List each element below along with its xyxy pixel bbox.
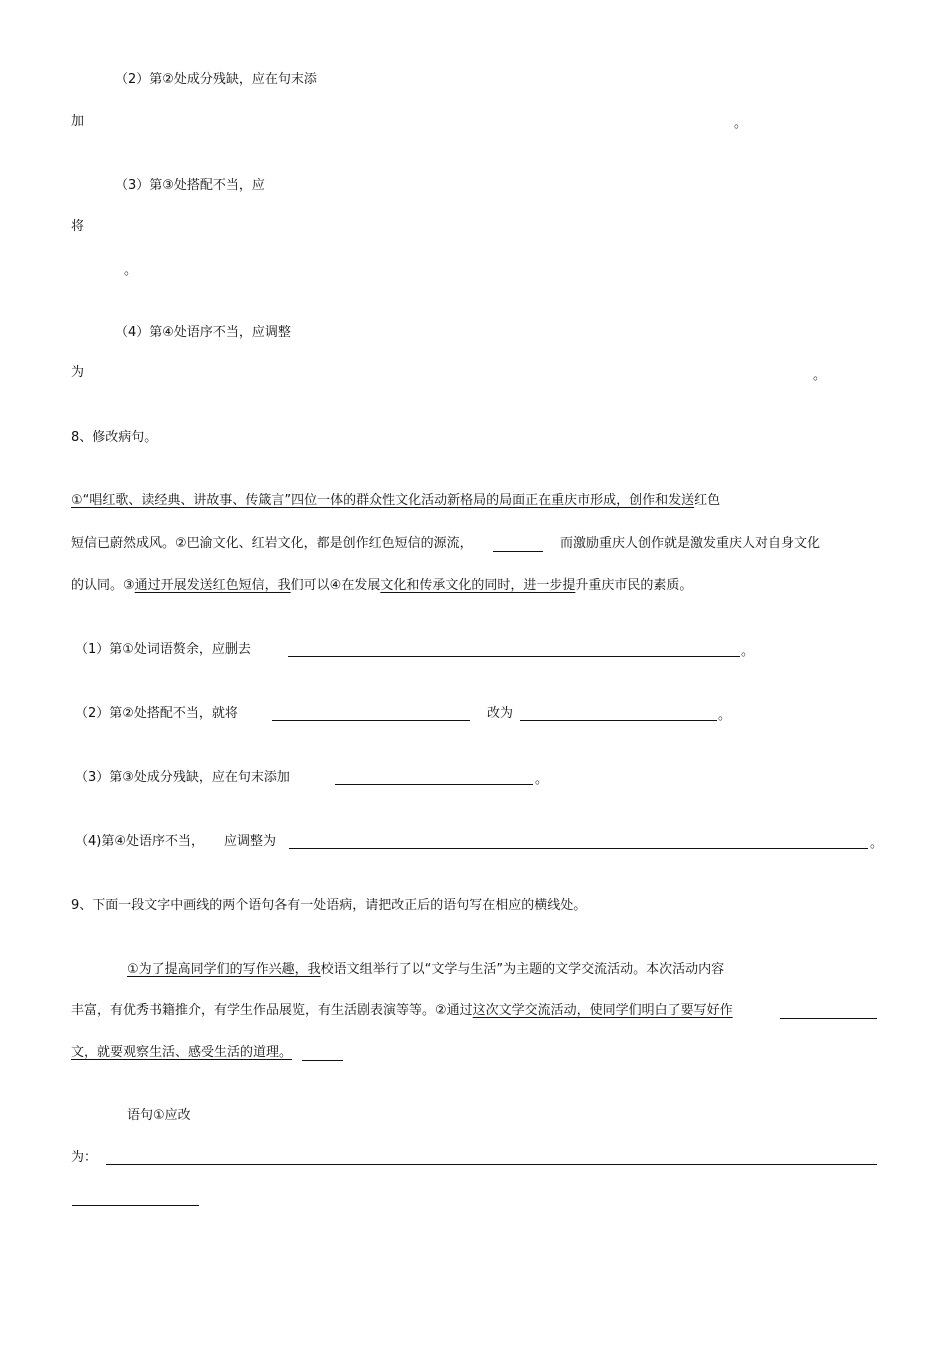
- q8-item2-end: 。: [718, 708, 732, 723]
- q9-passage-text: 丰富，有优秀书籍推介，有学生作品展览，有生活剧表演等等。②通过: [71, 1003, 473, 1018]
- q8-item1-answer-line[interactable]: [288, 656, 740, 657]
- q9-sentence2-underlined: 这次文学交流活动，使同学们明白了要写好作: [472, 1003, 733, 1018]
- q9-passage-line2: [71, 1003, 733, 1019]
- q9-answer-cont: 为：: [71, 1150, 98, 1165]
- q9-answer-line-1[interactable]: [106, 1164, 877, 1165]
- q8-sentence1-underlined: ①“唱红歌、读经典、讲故事、传箴言”四位一体的群众性文化活动新格局的局面正在重庆市形成，创作和发送: [71, 493, 695, 508]
- q8-item3-end: 。: [535, 772, 549, 787]
- q8-item3-text: （3）第③处成分残缺，应在句末添加: [75, 770, 290, 785]
- q9-sentence1-underlined: ①为了提高同学们的写作兴趣，我: [127, 962, 321, 977]
- q8-item4-answer-line[interactable]: [289, 848, 868, 849]
- q8-item2-answer-line-1[interactable]: [272, 720, 470, 721]
- q7-item3-cont: 将: [71, 219, 85, 234]
- q8-item4-text: （4)第④处语序不当，: [75, 834, 204, 849]
- q7-item2-cont: 加: [71, 114, 85, 129]
- q8-item4-end: 。: [870, 836, 884, 851]
- q7-item4-end: 。: [813, 368, 827, 383]
- q8-passage-line2-cont: 而激励重庆人创作就是激发重庆人对自身文化: [560, 536, 821, 551]
- q8-item2-text: （2）第②处搭配不当，就将: [75, 706, 238, 721]
- q7-item4-text: （4）第④处语序不当，应调整: [115, 325, 291, 340]
- q8-passage-line3: [71, 578, 692, 594]
- q8-passage-text: 升重庆市民的素质。: [575, 578, 693, 593]
- q7-item3-text: （3）第③处搭配不当，应: [115, 178, 265, 193]
- q8-item1-end: 。: [741, 644, 755, 659]
- q9-passage-line3: [71, 1045, 292, 1061]
- q9-passage-text: 校语文组举行了以“文学与生活”为主题的文学交流活动。本次活动内容: [320, 962, 725, 977]
- q9-sentence2-underline-end: [302, 1060, 343, 1061]
- q8-passage-line1: [71, 493, 720, 509]
- q8-inline-blank: [493, 551, 543, 552]
- q8-sentence3-underlined: 通过开展发送红色短信，我: [134, 578, 291, 593]
- q7-item2-text: （2）第②处成分残缺，应在句末添: [115, 72, 317, 87]
- q8-item2-answer-line-2[interactable]: [520, 720, 717, 721]
- q9-answer-label: 语句①应改: [127, 1108, 191, 1123]
- q9-passage-line1: [127, 962, 724, 978]
- q8-passage-text: 红色: [694, 493, 721, 508]
- q9-title: 9、下面一段文字中画线的两个语句各有一处语病，请把改正后的语句写在相应的横线处。: [71, 898, 587, 913]
- q8-passage-text: 的认同。③: [71, 578, 135, 593]
- q8-item3-answer-line[interactable]: [335, 784, 533, 785]
- q8-item1-text: （1）第①处词语赘余，应删去: [75, 642, 251, 657]
- q9-sentence2-underline-tail: [780, 1018, 877, 1019]
- q8-passage-text: 短信已蔚然成风。②巴渝文化、红岩文化，都是创作红色短信的源流，: [71, 536, 473, 551]
- q8-item4-mid: 应调整为: [224, 834, 277, 849]
- q8-passage-line2: [71, 536, 473, 552]
- q7-item3-end: 。: [124, 263, 138, 278]
- q9-sentence2-underlined-cont: 文，就要观察生活、感受生活的道理。: [71, 1045, 293, 1060]
- q7-item4-cont: 为: [71, 365, 85, 380]
- q8-title: 8、修改病句。: [71, 430, 158, 445]
- q8-item2-mid: 改为: [487, 706, 514, 721]
- q8-passage-text: 们可以④在发展: [290, 578, 381, 593]
- q8-sentence4-underlined: 文化和传承文化的同时，进一步提: [380, 578, 576, 593]
- q7-item2-end: 。: [734, 116, 748, 131]
- q9-answer-line-2[interactable]: [72, 1205, 199, 1206]
